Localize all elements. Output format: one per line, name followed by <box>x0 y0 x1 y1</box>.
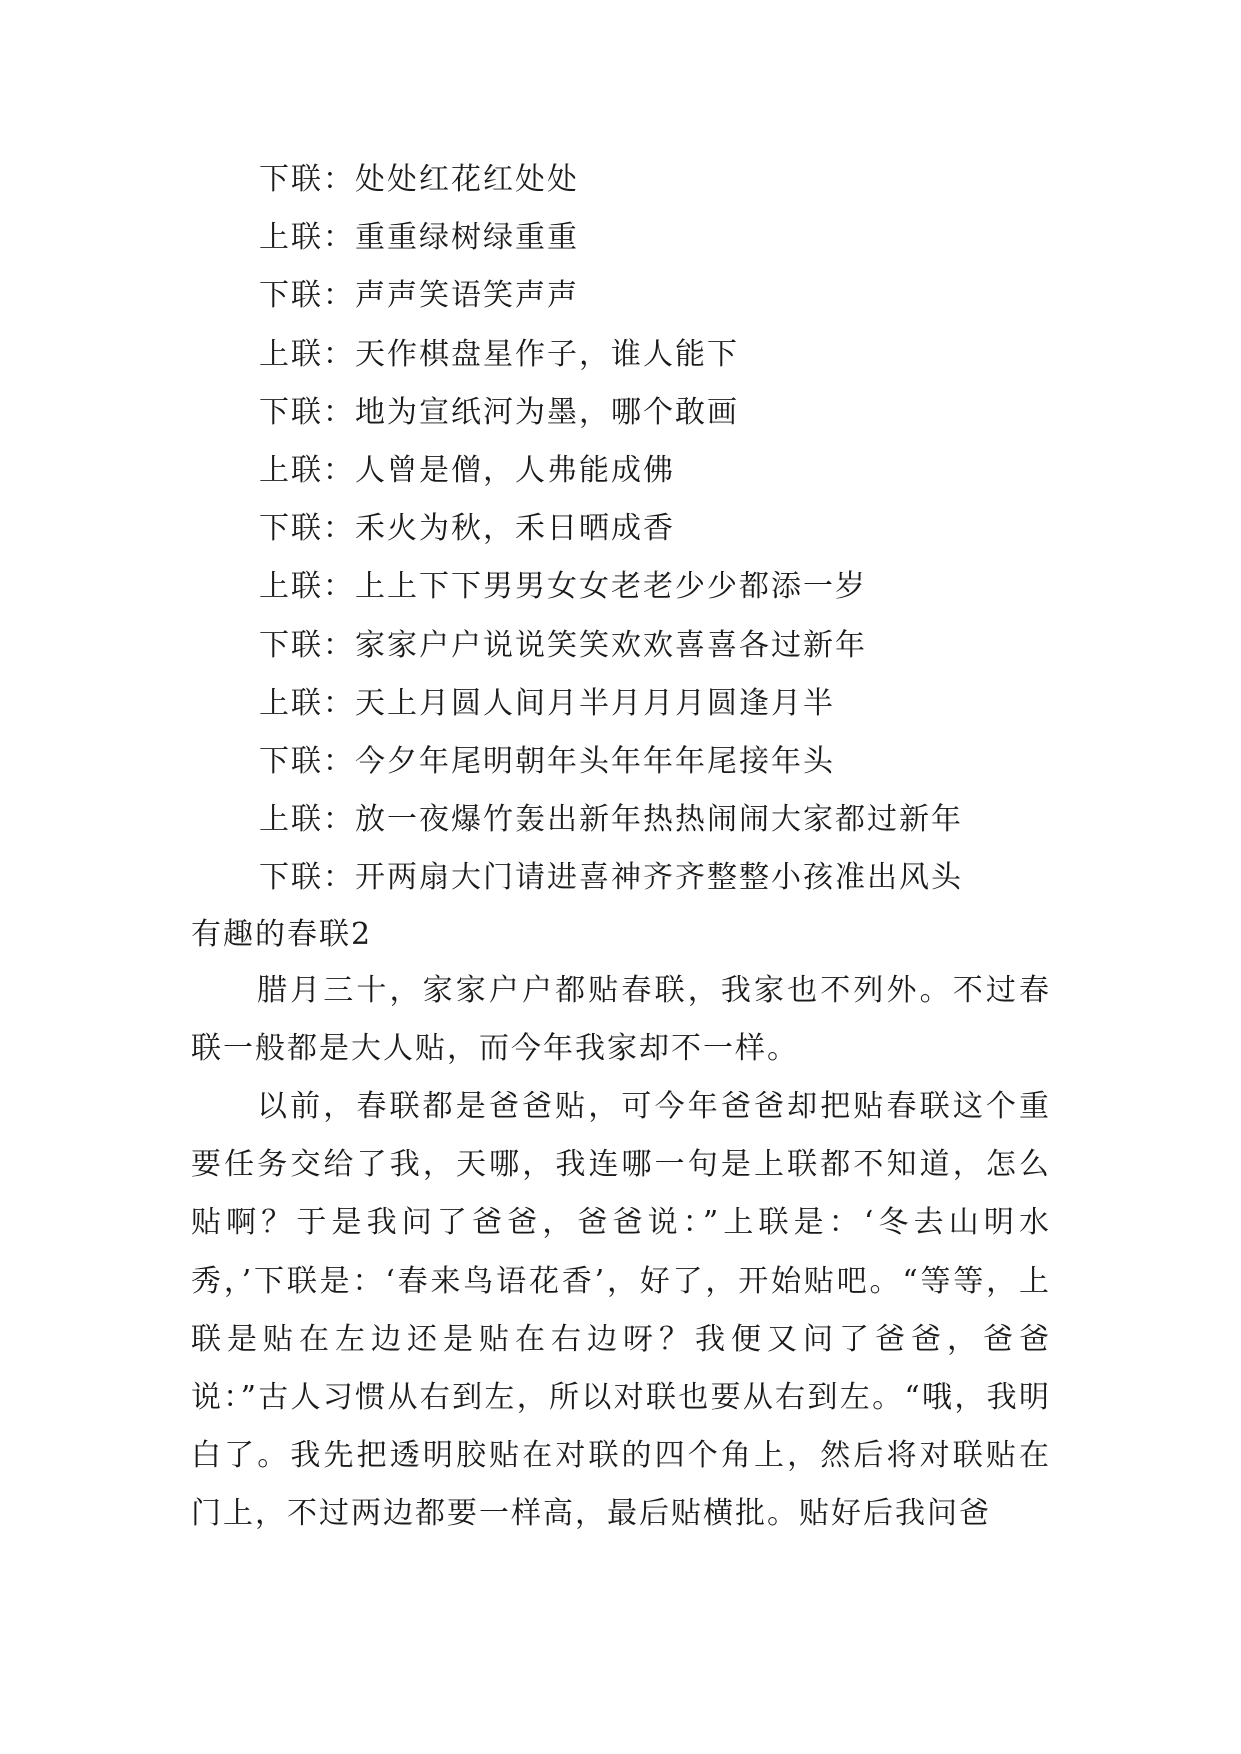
couplet-line: 上联：人曾是僧，人弗能成佛 <box>259 452 675 488</box>
couplet-line: 下联：今夕年尾明朝年头年年年尾接年头 <box>259 743 835 779</box>
body-paragraph: 腊月三十，家家户户都贴春联，我家也不列外。不过春联一般都是大人贴，而今年我家却不一样。 <box>191 973 1051 1067</box>
body-paragraph: 以前，春联都是爸爸贴，可今年爸爸却把贴春联这个重要任务交给了我，天哪，我连哪一句是上联都不知道，怎么贴啊？于是我问了爸爸，爸爸说：”上联是：‘冬去山明水秀，’下联是：‘春来鸟语花香’，好了，开始贴吧。“等等，上联是贴在左边还是贴在右边呀？我便又问了爸爸，爸爸说：”古人习惯从右到左，所以对联也要从右到左。“哦，我明白了。我先把透明胶贴在对联的四个角上，然后将对联贴在门上，不过两边都要一样高，最后贴横批。贴好后我问爸 <box>191 1089 1051 1532</box>
section-heading: 有趣的春联2 <box>191 917 373 952</box>
couplet-line: 上联：重重绿树绿重重 <box>259 220 579 256</box>
couplet-line: 下联：开两扇大门请进喜神齐齐整整小孩准出风头 <box>259 860 963 896</box>
couplet-line: 上联：天作棋盘星作子，谁人能下 <box>259 336 739 372</box>
couplet-line: 下联：声声笑语笑声声 <box>259 278 579 314</box>
couplet-line: 上联：放一夜爆竹轰出新年热热闹闹大家都过新年 <box>259 802 963 838</box>
couplet-list <box>259 160 963 916</box>
couplet-line: 上联：上上下下男男女女老老少少都添一岁 <box>259 569 867 605</box>
couplet-line: 上联：天上月圆人间月半月月月圆逢月半 <box>259 685 835 721</box>
couplet-line: 下联：家家户户说说笑笑欢欢喜喜各过新年 <box>259 627 867 663</box>
couplet-line: 下联：地为宣纸河为墨，哪个敢画 <box>259 394 739 430</box>
couplet-line: 下联：禾火为秋，禾日晒成香 <box>259 511 675 547</box>
couplet-line: 下联：处处红花红处处 <box>259 162 579 197</box>
